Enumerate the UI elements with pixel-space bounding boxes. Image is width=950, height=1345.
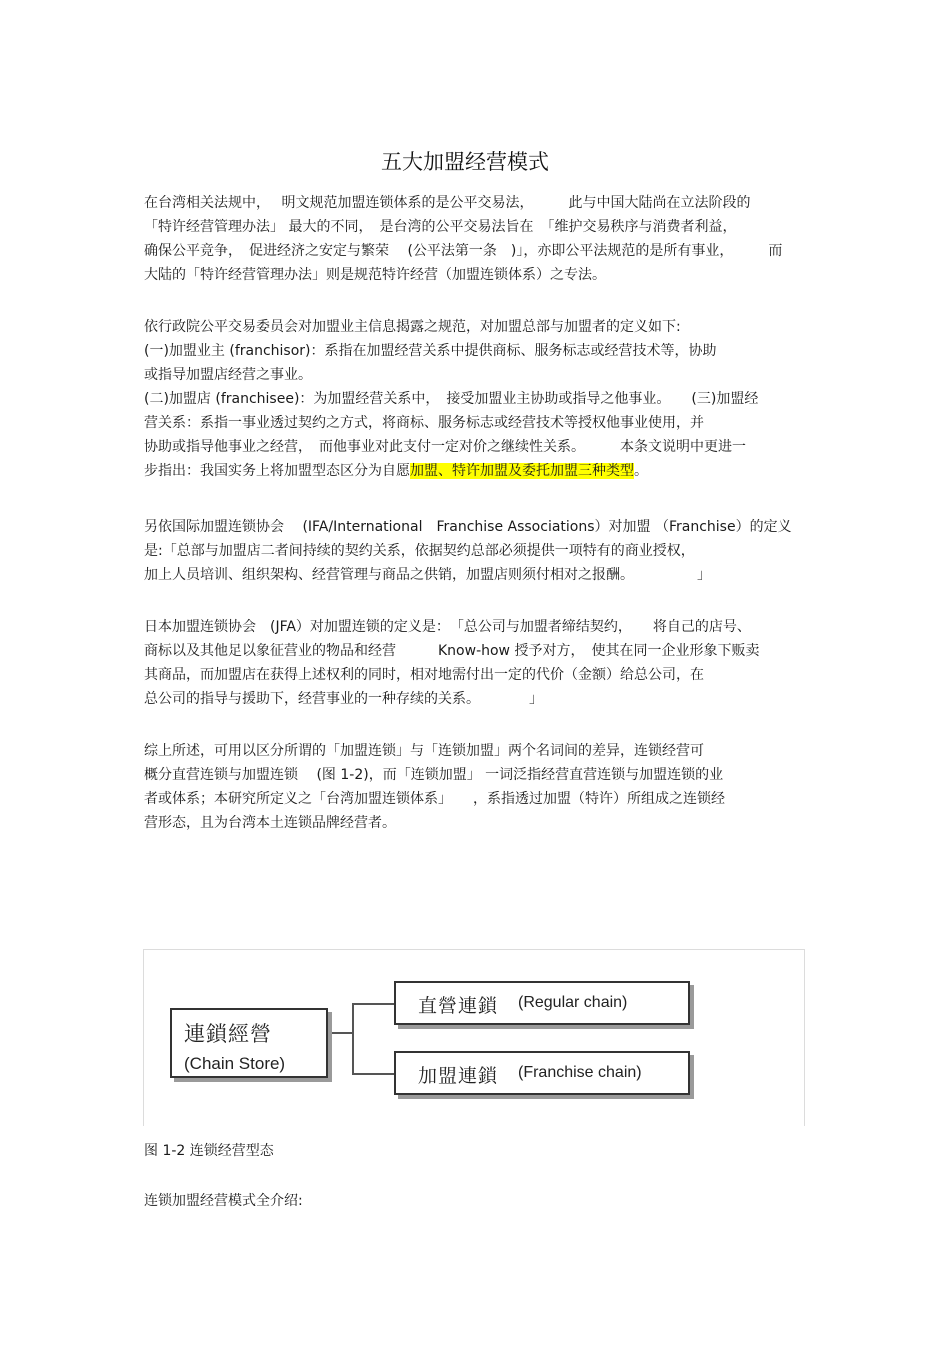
chain-store-label-zh: 連鎖經營 [184,1023,272,1046]
text-line: 营形态，且为台湾本土连锁品牌经营者。 [144,815,396,831]
chain-store-label-en: (Chain Store) [184,1054,286,1073]
text-line: 协助或指导他事业之经营， 而他事业对此支付一定对价之继续性关系。 本条文说明中更进一 [144,439,746,455]
regular-chain-label-en: (Regular chain) [518,994,628,1011]
franchise-chain-label-en: (Franchise chain) [518,1064,642,1081]
text-segment: 步指出：我国实务上将加盟型态区分为自愿 [144,463,410,479]
chain-store-diagram [143,949,805,1126]
text-line: 「特许经营管理办法」 最大的不同， 是台湾的公平交易法旨在 「维护交易秩序与消费者利益， [144,219,737,235]
paragraph-fair-trade-law [144,191,812,287]
paragraph-ifa-definition [144,515,812,587]
text-line: 确保公平竞争， 促进经济之安定与繁荣 (公平法第一条 )」，亦即公平法规范的是所有事业， 而 [144,243,783,259]
section-intro: 连锁加盟经营模式全介绍: [144,1193,303,1209]
figure-caption: 图 1-2 连锁经营型态 [144,1143,274,1159]
text-line: (一)加盟业主 (franchisor)：系指在加盟经营关系中提供商标、服务标志或经营技术等，协助 [144,343,717,359]
paragraph-definitions [144,315,812,483]
text-line: 日本加盟连锁协会 (JFA）对加盟连锁的定义是： 「总公司与加盟者缔结契约， 将自己的店号、 [144,619,751,635]
text-segment: 。 [634,463,648,479]
highlighted-text: 加盟、特许加盟及委托加盟三种类型 [410,463,634,479]
text-line: 是:「总部与加盟店二者间持续的契约关系，依据契约总部必须提供一项特有的商业授权， [144,543,695,559]
connector-line [352,1073,394,1075]
text-line: 大陆的「特许经营管理办法」则是规范特许经营（加盟连锁体系）之专法。 [144,267,606,283]
connector-line [329,1032,353,1034]
connector-line [352,1003,354,1074]
document-title: 五大加盟经营模式 [381,150,549,174]
text-line: (二)加盟店 (franchisee)：为加盟经营关系中， 接受加盟业主协助或指导之他事业。 (三)加盟经 [144,391,759,407]
regular-chain-label-zh: 直營連鎖 [418,996,499,1017]
text-line: 或指导加盟店经营之事业。 [144,367,312,383]
paragraph-summary [144,739,812,835]
franchise-chain-label-zh: 加盟連鎖 [418,1066,499,1087]
connector-line [352,1003,394,1005]
text-line: 营关系：系指一事业透过契约之方式，将商标、服务标志或经营技术等授权他事业使用，并 [144,415,704,431]
text-line: 另依国际加盟连锁协会 (IFA/International Franchise Associations）对加盟 （Franchise）的定义 [144,519,792,535]
text-line: 总公司的指导与援助下，经营事业的一种存续的关系。 」 [144,691,543,707]
paragraph-jfa-definition [144,615,812,711]
text-line: 综上所述，可用以区分所谓的「加盟连锁」与「连锁加盟」两个名词间的差异，连锁经营可 [144,743,704,759]
text-line: 依行政院公平交易委员会对加盟业主信息揭露之规范，对加盟总部与加盟者的定义如下: [144,319,681,335]
text-line: 商标以及其他足以象征营业的物品和经营 Know-how 授予对方， 使其在同一企业形象下贩卖 [144,643,760,659]
text-line: 在台湾相关法规中， 明文规范加盟连锁体系的是公平交易法， 此与中国大陆尚在立法阶段的 [144,195,751,211]
text-line: 者或体系；本研究所定义之「台湾加盟连锁体系」 ，系指透过加盟（特许）所组成之连锁经 [144,791,725,807]
text-line-with-highlight [144,459,812,483]
franchise-chain-box [394,1051,690,1095]
text-line: 概分直营连锁与加盟连锁 (图 1-2)，而「连锁加盟」 一词泛指经营直营连锁与加盟连锁的业 [144,767,724,783]
regular-chain-box [394,981,690,1025]
text-line: 其商品，而加盟店在获得上述权利的同时，相对地需付出一定的代价（金额）给总公司，在 [144,667,704,683]
text-line: 加上人员培训、组织架构、经营管理与商品之供销，加盟店则须付相对之报酬。 」 [144,567,711,583]
chain-store-box [170,1008,328,1078]
